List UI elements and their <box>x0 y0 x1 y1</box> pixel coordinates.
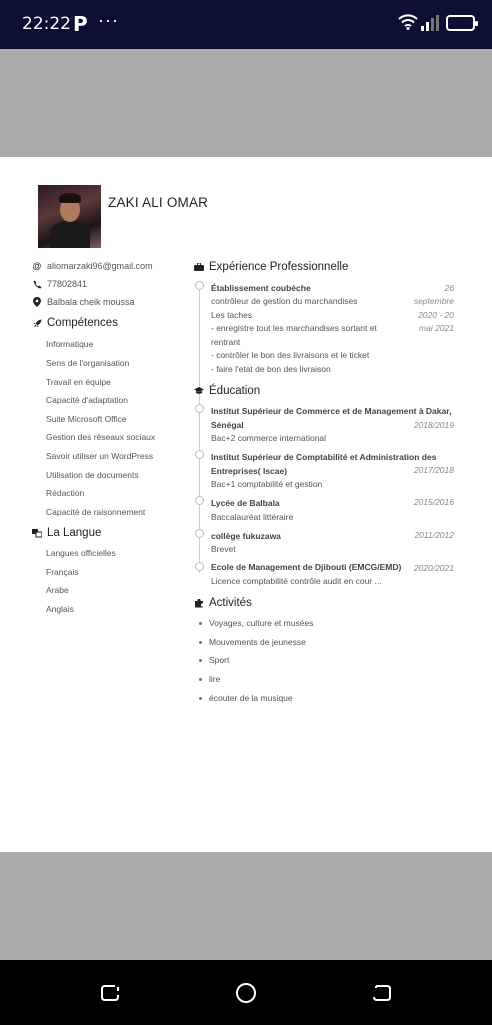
skill-item: Capacité d'adaptation <box>46 395 128 405</box>
home-button[interactable] <box>235 982 257 1004</box>
activities-heading: Activités <box>194 597 252 609</box>
timeline-dot <box>195 496 204 505</box>
language-item: Anglais <box>46 604 74 614</box>
experience-line: - faire l'etat de bon des livraison <box>211 364 331 374</box>
education-date: 2017/2018 <box>413 465 454 475</box>
education-date: 2018/2019 <box>413 420 454 430</box>
education-degree: Bac+1 comptabilité et gestion <box>211 479 323 489</box>
timeline-dot <box>195 529 204 538</box>
timeline-dot <box>195 404 204 413</box>
education-school: Institut Supérieur de Comptabilité et Administration des Entreprises( Iscae) <box>211 452 437 476</box>
timeline-dot <box>195 562 204 571</box>
back-button[interactable] <box>371 982 393 1004</box>
skill-item: Suite Microsoft Office <box>46 414 127 424</box>
education-school: Ecole de Management de Djibouti (EMCG/EMD) <box>211 562 402 572</box>
education-date: 2015/2016 <box>413 497 454 507</box>
skill-item: Capacité de raisonnement <box>46 507 146 517</box>
experience-line: - enregistre tout les marchandises sortant et <box>211 323 377 333</box>
contact-address: Balbala cheik moussa <box>32 297 135 307</box>
skill-item: Utilisation de documents <box>46 470 139 480</box>
education-date: 2011/2012 <box>414 530 454 540</box>
status-bar <box>0 0 492 49</box>
experience-line: - contrôler le bon des livraisons et le ticket <box>211 350 370 360</box>
education-heading: Éducation <box>194 385 260 397</box>
activity-item: écouter de la musique <box>199 693 293 703</box>
language-item: Arabe <box>46 585 69 595</box>
skills-heading: Compétences <box>32 317 118 329</box>
recent-apps-button[interactable] <box>99 982 121 1004</box>
contact-phone: 77802841 <box>32 279 87 289</box>
battery-icon <box>446 15 475 31</box>
education-date: 2020/2021 <box>413 563 454 573</box>
education-degree: Bac+2 commerce international <box>211 433 327 443</box>
activity-item: lire <box>199 674 220 684</box>
signal-icon <box>421 15 439 31</box>
experience-date: septembre <box>413 296 454 306</box>
skill-item: Gestion des réseaux sociaux <box>46 432 156 442</box>
timeline-dot <box>195 450 204 459</box>
experience-line: rentrant <box>211 337 241 347</box>
phone-icon <box>32 280 42 289</box>
status-time: 22:22 <box>22 14 71 34</box>
cv-name: ZAKI ALI OMAR <box>108 195 209 210</box>
wifi-icon <box>398 14 418 30</box>
experience-date: 2020 - 20 <box>418 310 454 320</box>
experience-line: Les taches <box>211 310 253 320</box>
experience-company: Établissement coubéche <box>211 283 311 293</box>
education-school: Institut Supérieur de Commerce et de Management à Dakar, Sénégal <box>211 406 452 430</box>
puzzle-icon <box>194 598 204 608</box>
graduation-cap-icon <box>194 387 204 395</box>
language-icon <box>32 529 42 538</box>
briefcase-icon <box>194 263 204 271</box>
navigation-bar <box>0 960 492 1025</box>
cv-document <box>0 157 492 852</box>
skill-item: Travail en équipe <box>46 377 111 387</box>
activity-item: Mouvements de jeunesse <box>199 637 306 647</box>
education-degree: Brevet <box>211 544 236 554</box>
experience-heading: Expérience Professionnelle <box>194 261 348 273</box>
at-icon: @ <box>32 261 42 271</box>
education-degree: Licence comptabilité contrôle audit en cour ... <box>211 576 382 586</box>
skill-item: Sens de l'organisation <box>46 358 130 368</box>
education-degree: Baccalauréat littéraire <box>211 512 294 522</box>
experience-line: contrôleur de gestion du marchandises <box>211 296 358 306</box>
experience-date: 26 <box>444 283 454 293</box>
experience-date: mai 2021 <box>419 323 454 333</box>
map-pin-icon <box>32 297 42 307</box>
education-school: Lycée de Balbala <box>211 498 280 508</box>
education-school: collège fukuzawa <box>211 531 281 541</box>
activity-item: Voyages, culture et musées <box>199 618 313 628</box>
languages-heading: La Langue <box>32 527 101 539</box>
app-notification-icon: P <box>73 12 88 36</box>
language-item: Langues officielles <box>46 548 116 558</box>
timeline-dot <box>195 281 204 290</box>
skill-item: Savoir utiliser un WordPress <box>46 451 154 461</box>
contact-email: @ aliomarzaki96@gmail.com <box>32 261 153 271</box>
skill-item: Informatique <box>46 339 94 349</box>
language-item: Français <box>46 567 79 577</box>
activity-item: Sport <box>199 655 229 665</box>
profile-photo <box>38 185 101 248</box>
skill-item: Rédaction <box>46 488 85 498</box>
rocket-icon <box>32 319 42 328</box>
more-notifications-icon: ··· <box>98 10 119 30</box>
